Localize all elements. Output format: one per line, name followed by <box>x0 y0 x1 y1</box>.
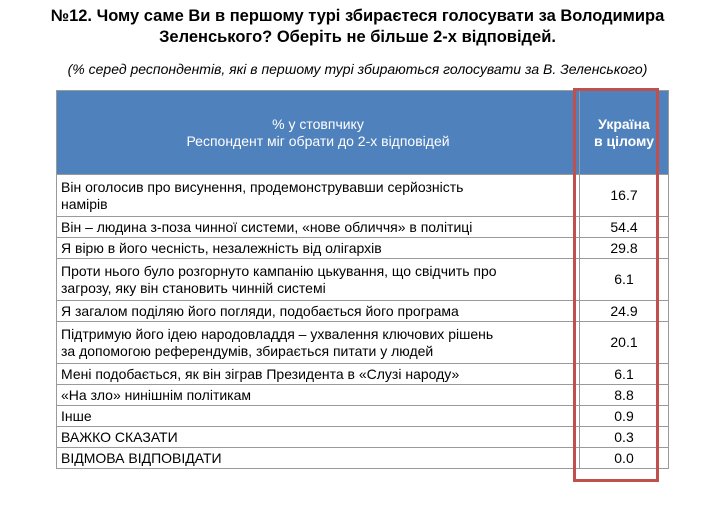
row-label-line: Проти нього було розгорнуто кампанію цькування, що свідчить про <box>61 262 497 279</box>
row-value: 0.0 <box>580 448 669 469</box>
question-title-line-2: Зеленського? Оберіть не більше 2-х відповідей. <box>159 28 556 46</box>
row-label-line: Він оголосив про висунення, продемонструвавши серйозність <box>61 178 464 195</box>
table-body <box>57 175 669 469</box>
header-percent-label: % у стовпчику <box>272 115 364 132</box>
row-value: 6.1 <box>580 364 669 385</box>
row-value: 0.9 <box>580 406 669 427</box>
row-label <box>57 385 580 406</box>
row-label <box>57 217 580 238</box>
row-value: 54.4 <box>580 217 669 238</box>
table-row <box>57 301 669 322</box>
table-row <box>57 406 669 427</box>
table-row <box>57 364 669 385</box>
row-value: 16.7 <box>580 175 669 217</box>
row-label-line: намірів <box>61 195 108 212</box>
column-header-line-1: Україна <box>598 115 650 132</box>
row-label-line: Він – людина з-поза чинної системи, «нове обличчя» в політиці <box>61 218 473 235</box>
question-title <box>0 6 715 48</box>
row-label <box>57 364 580 385</box>
column-header-ukraine <box>580 91 669 175</box>
row-value: 0.3 <box>580 427 669 448</box>
row-label <box>57 301 580 322</box>
row-value: 20.1 <box>580 322 669 364</box>
question-subtitle: (% серед респондентів, які в першому турі збираються голосувати за В. Зеленського) <box>67 61 648 77</box>
question-title-line-1: №12. Чому саме Ви в першому турі збираєтеся голосувати за Володимира <box>50 7 665 25</box>
row-label-line: ВІДМОВА ВІДПОВІДАТИ <box>61 449 222 466</box>
row-label-line: Мені подобається, як він зіграв Президента в «Слузі народу» <box>61 365 460 382</box>
table-row <box>57 217 669 238</box>
table-header-description <box>57 91 580 175</box>
row-label <box>57 406 580 427</box>
row-label <box>57 259 580 301</box>
row-label <box>57 238 580 259</box>
table-row <box>57 322 669 364</box>
row-label <box>57 175 580 217</box>
table-header-row <box>57 91 669 175</box>
header-note-label: Респондент міг обрати до 2-х відповідей <box>186 132 450 149</box>
row-label-line: Я загалом поділяю його погляди, подобається його програма <box>61 302 459 319</box>
row-value: 6.1 <box>580 259 669 301</box>
row-label-line: загрозу, яку він становить чинній системі <box>61 279 326 296</box>
table-row <box>57 448 669 469</box>
column-header-line-2: в цілому <box>593 132 655 149</box>
results-table <box>56 90 669 469</box>
row-label-line: «На зло» нинішнім політикам <box>61 386 252 403</box>
row-label <box>57 322 580 364</box>
row-label-line: Я вірю в його чесність, незалежність від олігархів <box>61 239 382 256</box>
row-label-line: за допомогою референдумів, збирається питати у людей <box>61 342 434 359</box>
table-row <box>57 427 669 448</box>
table-row <box>57 385 669 406</box>
table-row <box>57 175 669 217</box>
row-label-line: Інше <box>61 407 92 424</box>
row-label-line: Підтримую його ідею народовладдя – ухвалення ключових рішень <box>61 325 494 342</box>
row-label <box>57 448 580 469</box>
row-label-line: ВАЖКО СКАЗАТИ <box>61 428 178 445</box>
row-value: 29.8 <box>580 238 669 259</box>
table-row <box>57 238 669 259</box>
table-row <box>57 259 669 301</box>
row-label <box>57 427 580 448</box>
row-value: 8.8 <box>580 385 669 406</box>
row-value: 24.9 <box>580 301 669 322</box>
